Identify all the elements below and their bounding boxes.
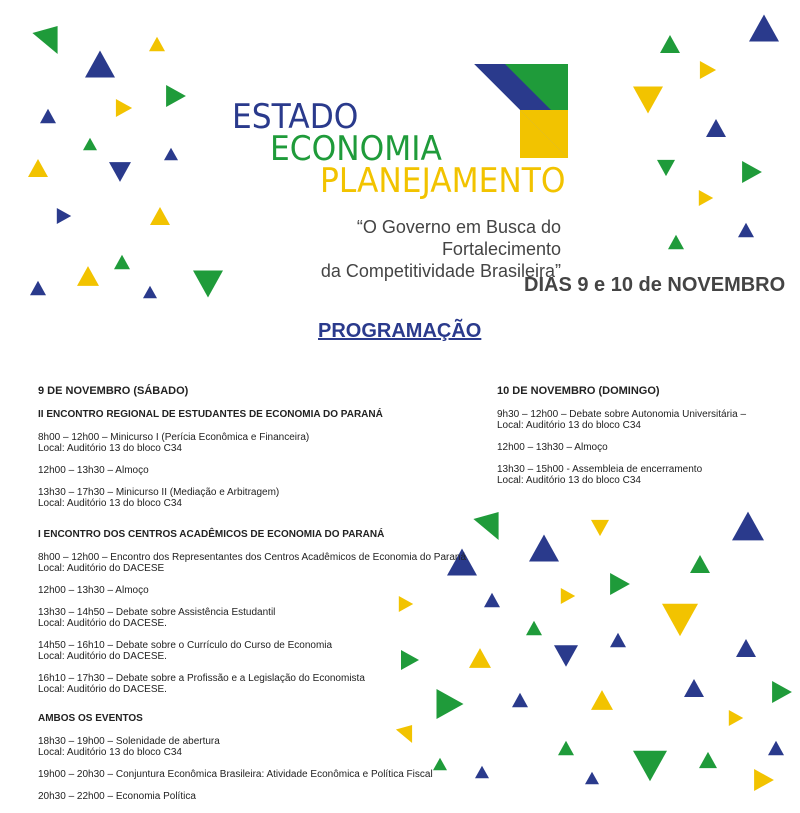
decorative-triangle — [77, 266, 99, 286]
decorative-triangle — [475, 766, 489, 779]
schedule-item — [38, 640, 466, 662]
decorative-triangle — [143, 286, 157, 299]
decorative-triangle — [85, 51, 115, 78]
item-time: 12h00 – 13h30 – Almoço — [38, 585, 149, 596]
item-time: 16h10 – 17h30 – Debate sobre a Profissão e a Legislação do Economista — [38, 673, 365, 684]
item-location: Local: Auditório 13 do bloco C34 — [38, 443, 182, 454]
decorative-triangle — [83, 138, 97, 151]
decorative-triangle — [690, 555, 710, 573]
decorative-triangle — [768, 741, 784, 755]
programacao-heading: PROGRAMAÇÃO — [318, 320, 482, 342]
event-dates: DIAS 9 e 10 de NOVEMBRO — [524, 274, 786, 296]
decorative-triangle — [585, 772, 599, 785]
item-time: 12h00 – 13h30 – Almoço — [38, 465, 149, 476]
day2-schedule — [497, 386, 746, 497]
slogan — [236, 216, 561, 282]
decorative-triangle — [164, 148, 178, 161]
decorative-triangle — [150, 207, 170, 225]
decorative-triangle — [57, 208, 71, 224]
decorative-triangle — [772, 681, 792, 703]
schedule-item — [38, 791, 466, 802]
decorative-triangle — [699, 190, 713, 206]
schedule-item — [38, 432, 466, 454]
schedule-item — [38, 552, 466, 574]
decorative-triangle — [558, 741, 574, 755]
decorative-triangle — [526, 621, 542, 635]
schedule-item — [38, 736, 466, 758]
logo-line-estado: ESTADO — [232, 97, 359, 137]
logo-line-planejamento: PLANEJAMENTO — [320, 161, 566, 201]
item-time: 12h00 – 13h30 – Almoço — [497, 442, 608, 453]
decorative-triangle — [114, 255, 130, 269]
decorative-triangle — [668, 235, 684, 249]
item-time: 8h00 – 12h00 – Encontro dos Representantes dos Centros Acadêmicos de Economia do Paraná — [38, 552, 467, 563]
decorative-triangle — [30, 281, 46, 295]
item-time: 20h30 – 22h00 – Economia Política — [38, 791, 196, 802]
decorative-triangle — [684, 679, 704, 697]
section2-title: I ENCONTRO DOS CENTROS ACADÊMICOS DE ECONOMIA DO PARANÁ — [38, 529, 385, 540]
schedule-item — [38, 487, 466, 509]
decorative-triangle — [193, 271, 223, 298]
decorative-triangle — [660, 35, 680, 53]
schedule-item — [497, 442, 746, 453]
item-location: Local: Auditório do DACESE. — [38, 684, 167, 695]
item-location: Local: Auditório 13 do bloco C34 — [38, 747, 182, 758]
decorative-triangle — [700, 61, 716, 79]
event-logo — [232, 97, 587, 201]
decorative-triangle — [529, 535, 559, 562]
item-time: 9h30 – 12h00 – Debate sobre Autonomia Universitária – — [497, 409, 747, 420]
decorative-triangle — [116, 99, 132, 117]
decorative-triangle — [591, 520, 609, 536]
decorative-triangle — [729, 710, 743, 726]
decorative-triangle — [736, 639, 756, 657]
decorative-triangle — [109, 162, 131, 182]
decorative-triangle — [561, 588, 575, 604]
decorative-triangle — [610, 633, 626, 647]
item-location: Local: Auditório 13 do bloco C34 — [497, 420, 641, 431]
decorative-triangle — [699, 752, 717, 768]
decorative-triangle — [742, 161, 762, 183]
schedule-item — [38, 607, 466, 629]
item-time: 18h30 – 19h00 – Solenidade de abertura — [38, 736, 220, 747]
day2-title: 10 DE NOVEMBRO (DOMINGO) — [497, 385, 660, 397]
item-time: 8h00 – 12h00 – Minicurso I (Perícia Econômica e Financeira) — [38, 432, 310, 443]
decorative-triangle — [166, 85, 186, 107]
decorative-triangle — [662, 604, 698, 636]
decorative-triangle — [512, 693, 528, 707]
decorative-triangle — [657, 160, 675, 176]
item-location: Local: Auditório 13 do bloco C34 — [497, 475, 641, 486]
decorative-triangle — [706, 119, 726, 137]
schedule-item — [38, 673, 466, 695]
day1-schedule — [38, 386, 466, 813]
decorative-triangle — [591, 690, 613, 710]
schedule-item — [38, 585, 466, 596]
decorative-triangle — [40, 109, 56, 123]
section3-title: AMBOS OS EVENTOS — [38, 713, 143, 724]
item-location: Local: Auditório do DACESE — [38, 563, 165, 574]
decorative-triangle — [149, 37, 165, 51]
decorative-triangle — [469, 648, 491, 668]
decorative-triangle — [732, 512, 764, 541]
item-time: 19h00 – 20h30 – Conjuntura Econômica Brasileira: Atividade Econômica e Política Fiscal — [38, 769, 433, 780]
decorative-triangle — [633, 751, 667, 782]
decorative-triangle — [633, 87, 663, 114]
decorative-triangle — [554, 645, 578, 667]
item-location: Local: Auditório 13 do bloco C34 — [38, 498, 182, 509]
decorative-triangle — [484, 593, 500, 607]
schedule-item — [497, 409, 746, 431]
schedule-item — [497, 464, 746, 486]
item-location: Local: Auditório do DACESE. — [38, 651, 167, 662]
decorative-triangle — [32, 26, 57, 54]
decorative-triangle — [749, 15, 779, 42]
schedule-item — [38, 769, 466, 780]
item-time: 13h30 – 15h00 - Assembleia de encerramento — [497, 464, 703, 475]
item-time: 13h30 – 14h50 – Debate sobre Assistência Estudantil — [38, 607, 276, 618]
item-time: 14h50 – 16h10 – Debate sobre o Currículo do Curso de Economia — [38, 640, 333, 651]
section1-title: II ENCONTRO REGIONAL DE ESTUDANTES DE ECONOMIA DO PARANÁ — [38, 409, 383, 420]
schedule-item — [38, 465, 466, 476]
item-location: Local: Auditório do DACESE. — [38, 618, 167, 629]
logo-line-economia: ECONOMIA — [270, 129, 442, 169]
day1-title: 9 DE NOVEMBRO (SÁBADO) — [38, 385, 189, 397]
decorative-triangle — [738, 223, 754, 237]
decorative-triangle — [610, 573, 630, 595]
decorative-triangle — [473, 512, 498, 540]
decorative-triangle — [28, 159, 48, 177]
slogan-line-2: da Competitividade Brasileira” — [320, 261, 561, 281]
slogan-line-1: “O Governo em Busca do Fortalecimento — [356, 217, 561, 259]
item-time: 13h30 – 17h30 – Minicurso II (Mediação e Arbitragem) — [38, 487, 280, 498]
decorative-triangle — [754, 769, 774, 791]
